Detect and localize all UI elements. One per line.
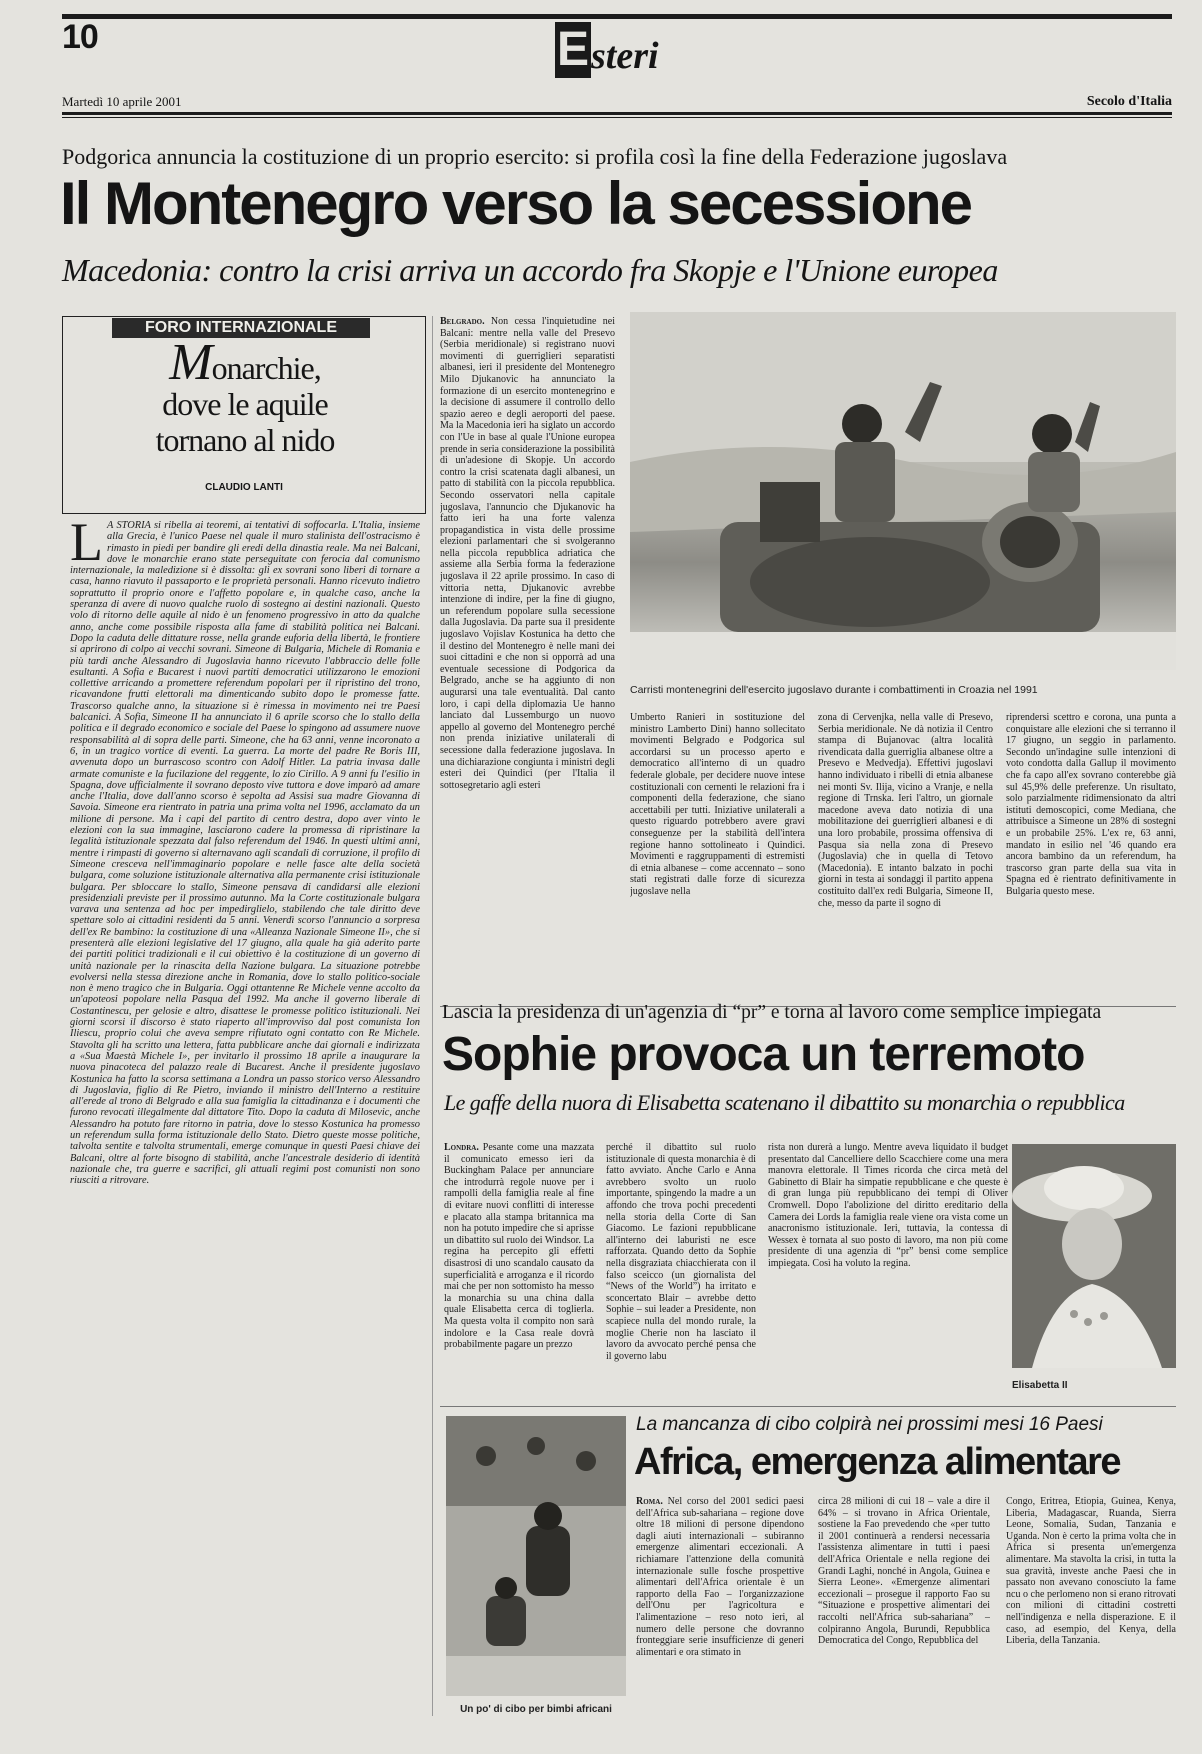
queen-photo-drawing (1012, 1144, 1176, 1368)
section-logo (555, 22, 659, 82)
sophie-dateline: Londra. (444, 1142, 479, 1153)
sophie-col-2 (606, 1142, 756, 1402)
header-rule-thin (62, 117, 1172, 118)
header-rule (62, 112, 1172, 115)
main-dateline: Belgrado. (440, 316, 485, 327)
queen-photo-caption: Elisabetta II (1012, 1380, 1068, 1391)
africa-photo (446, 1416, 626, 1696)
page-number: 10 (62, 18, 98, 56)
africa-kicker: La mancanza di cibo colpirà nei prossimi mesi 16 Paesi (636, 1414, 1103, 1435)
forum-body (70, 520, 420, 1700)
lower-divider (440, 1406, 1176, 1407)
main-kicker: Podgorica annuncia la costituzione di un proprio esercito: si profila così la fine della Federazione jugoslava (62, 144, 1008, 169)
main-col-4-text: riprendersi scettro e corona, una punta a conquistare alle elezioni che si terranno il 17 giugno, un seggio in parlamento. Secondo un'indagine sulle intenzioni di voto condotta dalla Gallup il movimento che fa capo all'ex sovrano conterebbe già sul 45,9% delle preferenze. Un risultato, solo parzialmente ridimensionato da altri istituti demoscopici, come Mediana, che attribuisce a Simeone un 28% di sostegni e un probabile 25%. L'ex re, 63 anni, mandato in esilio nel '46 quando era ancora bambino da un referendum, ha trascorso gran parte della sua vita in Spagna ed è rientrato definitivamente in Bulgaria questo mese. (1006, 712, 1176, 897)
africa-dateline: Roma. (636, 1496, 663, 1507)
sophie-headline: Sophie provoca un terremoto (442, 1028, 1085, 1081)
africa-col-1 (636, 1496, 804, 1716)
forum-title-line3: tornano al nido (155, 422, 335, 458)
main-col-3 (818, 712, 993, 1016)
sophie-col-3 (768, 1142, 1008, 1390)
sophie-subhead: Le gaffe della nuora di Elisabetta scatenano il dibattito su monarchia o repubblica (444, 1090, 1125, 1115)
sophie-col-3-text: rista non durerà a lungo. Mentre aveva liquidato il budget presentato dal Cancelliere dello Scacchiere come una mera manovra elettorale. Il Times ricorda che circa metà del Gabinetto di Blair ha simpatie repubblicane e che queste è di gran lunga più repubblicano dei tempi di Oliver Cromwell. Dopo l'abolizione del diritto ereditario della Camera dei Lords la famiglia reale viene ora vista come un anacronismo istituzionale. Ieri, tuttavia, la contessa di Wessex è tornata al suo posto di lavoro, ma non più come presidente di una agenzia di “pr” bensì come semplice impiegata. Così ha voluto la regina. (768, 1142, 1008, 1269)
newspaper-name: Secolo d'Italia (1086, 94, 1172, 109)
africa-col-3-text: Congo, Eritrea, Etiopia, Guinea, Kenya, Liberia, Madagascar, Ruanda, Sierra Leone, Somalia, Sudan, Tanzania e Uganda. Non è certo la prima volta che in Africa si presenta un'emergenza alimentare. Ma stavolta la crisi, in tutta la sua gravità, investe anche Paesi che in passato non avevano conosciuto la fame ncu o che perlomeno non si erano ritrovati con milioni di cittadini costretti nell'indigenza e nella disperazione. E il caso, ad esempio, del Kenya, della Liberia, della Tanzania. (1006, 1496, 1176, 1647)
section-initial: E (557, 23, 590, 76)
forum-title-line1: onarchie, (211, 350, 321, 386)
sophie-col-1-text: Pesante come una mazzata il comunicato emesso ieri da Buckingham Palace per annunciare che introdurrà regole nuove per i rampolli della famiglia reale al fine di evitare nuovi conflitti di interesse e placato alla stampa britannica ma non ha potuto impedire che si aprisse un dibattito sul ruolo dei Windsor. La regina ha percepito gli effetti disastrosi di uno scandalo causato da superficialità e arroganza e il ricordo mai che per non sottomisto ha messo la monarchia su una china dalla quale Elisabetta cerca di toglierla. Ma questa volta il compito non sarà indolore e la Casa reale dovrà probabilmente pagare un prezzo (444, 1142, 594, 1351)
sophie-kicker: Lascia la presidenza di un'agenzia di “pr” e torna al lavoro come semplice impiegata (442, 1002, 1102, 1023)
forum-divider (432, 316, 433, 1716)
forum-banner: FORO INTERNAZIONALE (112, 318, 370, 338)
africa-photo-drawing (446, 1416, 626, 1696)
sophie-col-1 (444, 1142, 594, 1402)
section-name: steri (591, 35, 659, 77)
main-col-1-text: Non cessa l'inquietudine nei Balcani: mentre nella valle del Presevo (Serbia meridionale) si registrano nuovi movimenti di guerriglieri separatisti albanesi, ieri il presidente del Montenegro Milo Djukanovic ha annunciato la formazione di un esercito montenegrino e la decisione di assumere il controllo dello spazio aereo e degli aeroporti del paese. Ma la Macedonia ieri ha siglato un accordo con l'Ue in base al quale l'Unione europea prende in seria considerazione la possibilità di un'adesione di Skopje. Un accordo contro la crisi scatenata dagli albanesi, un patto di stabilità con la piccola repubblica. Secondo osservatori nella capitale jugoslava, l'annuncio che Djukanovic ha fatto ieri ha una forte valenza propagandistica in vista delle prossime elezioni parlamentari che si svolgeranno nella piccola repubblica adriatica che assieme alla Serbia forma la federazione jugoslava il 22 aprile prossimo. In caso di vittoria netta, Djukanovic avrebbe intenzione di indire, per la fine di giugno, un referendum popolare sulla secessione dalla Jugoslavia. Da parte sua il presidente jugoslavo Vojislav Kostunica ha detto che il destino del Montenegro è nelle mani dei suoi cittadini e che non si opporrà ad una eventuale secessione di Podgorica da Belgrado, anche se ha aggiunto di non augurarsi una tale eventualità. Dal canto loro, i capi della diplomazia Ue hanno lanciato dal Lussemburgo un nuovo appello al governo del Montenegro perché non prenda iniziative unilaterali di secessione dalla federazione jugoslava. In una dichiarazione congiunta i ministri degli esteri dei Quindici (per l'Italia il sottosegretario agli esteri (440, 316, 615, 791)
forum-title (80, 334, 410, 458)
main-col-1 (440, 316, 615, 1016)
issue-date: Martedì 10 aprile 2001 (62, 94, 182, 109)
africa-col-2 (818, 1496, 990, 1716)
queen-photo (1012, 1144, 1176, 1368)
main-subhead: Macedonia: contro la crisi arriva un accordo fra Skopje e l'Unione europea (62, 252, 998, 288)
tank-photo-caption: Carristi montenegrini dell'esercito jugoslavo durante i combattimenti in Croazia nel 1991 (630, 684, 1038, 696)
main-col-2-text: Umberto Ranieri in sostituzione del ministro Lamberto Dini) hanno sollecitato movimenti Belgrado e Podgorica sul accordarsi su un processo aperto e democratico all'interno di un quadro federale globale, per decidere nuove intese costituzionali con cernenti le relazioni fra i componenti della federazione, che siano accettabili per tutti. Iniziative unilaterali a questo riguardo potrebbero avere gravi conseguenze per la stabilità dell'intera regione hanno sottolineato i Quindici. Movimenti e raggruppamenti di estremisti di etnia albanese – come accennato – sono stati registrati dalle forze di sicurezza jugoslave nella (630, 712, 805, 897)
africa-headline: Africa, emergenza alimentare (634, 1441, 1121, 1483)
africa-col-3 (1006, 1496, 1176, 1716)
africa-photo-caption: Un po' di cibo per bimbi africani (460, 1704, 612, 1715)
africa-col-1-text: Nel corso del 2001 sedici paesi dell'Africa sub-sahariana – regione dove oltre 18 milioni di persone dipendono dagli aiuti internazionali – subiranno emergenze alimentari eccezionali. A richiamare l'attenzione della comunità internazionale sulle fosche prospettive alimentari dell'Africa orientale è un rapporto della Fao – l'organizzazione dell'Onu per l'agricoltura e l'alimentazione – reso noto ieri, al numero delle persone che dovranno fronteggiare serie insufficienze di generi alimentari e ora stimato in (636, 1496, 804, 1658)
main-col-4 (1006, 712, 1176, 1016)
forum-dropcap: L (70, 520, 103, 572)
tank-soldiers-photo (630, 312, 1176, 670)
main-col-2 (630, 712, 805, 1016)
sophie-col-2-text: perché il dibattito sul ruolo istituzionale di questa monarchia è di fatto avviato. Anche Carlo e Anna avrebbero svolto un ruolo importante, spingendo la madre a un affondo che trova pochi precedenti nella storia della Corte di San Giacomo. Le fazioni repubblicane all'interno dei laburisti ne esce rafforzata. Quando detto da Sophie nella disgraziata chiacchierata con il falso sceicco (un giornalista del “News of the World”) ha irritato e sconcertato Blair – avrebbe detto Sophie – sui leader a Presidente, non scapiece nulla del mondo rurale, la moglie Cherie non ha lasciato il lavoro da avvocato perché pensa che il governo labu (606, 1142, 756, 1362)
top-rule (62, 14, 1172, 19)
africa-col-2-text: circa 28 milioni di cui 18 – vale a dire il 64% – si trovano in Africa Orientale, sostiene la Fao prevedendo che «per tutto il 2001 continuerà a rendersi necessaria l'assistenza alimentare in tutti i paesi dell'Africa Orientale e nella regione dei Grandi Laghi, nonché in Angola, Guinea e Sierra Leone». «Emergenze alimentari eccezionali – prosegue il rapporto Fao su “Situazione e prospettive alimentari dei raccolti nell'Africa sub-sahariana” – colpiranno Angola, Burundi, Repubblica Democratica del Congo, Repubblica del (818, 1496, 990, 1647)
main-col-3-text: zona di Cervenjka, nella valle di Presevo, Serbia meridionale. Ne dà notizia il Centro stampa di Bujanovac (altra località rivendicata dalla guerriglia albanese oltre a Presevo e Medvedja). Effettivi jugoslavi hanno individuato i ribelli di etnia albanese nei monti Sv. Ilija, vicino a Vranje, e nella regione di Trnska. Ieri l'altro, un giornale macedone aveva dato notizia di una mobilitazione dei guerriglieri albanesi e di una loro probabile, prossima offensiva di Pasqua sia nella zona di Presevo (Jugoslavia) che in quella di Tetovo (Macedonia). E intanto balzato in pochi giorni in testa ai sondaggi il partito appena costituito dall'ex redi Bulgaria, Simeone II, che, messo da parte il sogno di (818, 712, 993, 909)
forum-author: CLAUDIO LANTI (205, 482, 283, 493)
forum-title-initial: M (169, 334, 212, 391)
forum-text: A STORIA si ribella ai teoremi, ai tentativi di soffocarla. L'Italia, insieme alla Grecia, è l'unico Paese nel quale il muro stalinista dell'ostracismo è rimasto in piedi per bandire gli eredi della dinastia reale. Ma nei Balcani, dove le monarchie erano state perseguitate con ferocia dal comunismo internazionale, la maledizione si è dissolta: gli ex sovrani sono liberi di tornare a casa, hanno riavuto il passaporto e le proprietà personali. Hanno ricevuto indietro soprattutto il proprio onore e l'affetto popolare e, in qualche caso, anche la speranza di avere di nuovo qualche ruolo di sostegno ai destini nazionali. Questo volo di ritorno delle aquile al nido è un fenomeno progressivo in atto da qualche anno, anche come possibile risposta alla fame di stabilità politica nei Balcani. Dopo la caduta delle dittature rosse, nella grande euforia della libertà, le frontiere si aprirono di colpo ai vecchi sovrani. Simeone di Bulgaria, Michele di Romania e più tardi anche Alessandro di Jugoslavia hanno ricevuto l'abbraccio delle folle esultanti. A Sofia e Bucarest i nuovi partiti democratici utilizzarono le emozioni collettive arricando a promettere referendum popolari per il ripristino del trono, ricavandone frutti elettorali ma dimenticando subito dopo le promesse fatte. Trascorso qualche anno, la situazione si è rimessa in movimento nei tre Paesi balcanici. A Sofia, Simeone II ha annunciato il 6 aprile scorso che lo stallo della politica e il degrado economico e sociale del Paese lo spingono ad assumere nuove responsabilità al di sopra delle parti. Simeone, che ha 63 anni, venne incoronato a 6, in un tragico vortice di eventi. La guerra. La morte del padre Re Boris III, avvenuta dopo un burrascoso scontro con Adolf Hitler. La patria invasa dalle armate comuniste e la fucilazione del reggente, lo zio Cirillo. A 9 anni fu l'esilio in Spagna, dove ufficialmente il sovrano deposto vive tuttora e dove imparò ad amare anche l'Italia, dove dall'anno scorso è sepolta ad Assisi sua madre Giovanna di Savoia. Simeone era rientrato in patria una prima volta nel 1996, acclamato da un milione di persone. Ma i capi del partito di centro destra, dopo aver vinto le elezioni con la sua immagine, lasciarono cadere la promessa di ripristinare la legalità istituzionale spezzata dal falso referendum del 1946. In questi ultimi anni, mentre i rimpasti di governo si alternavano agli scandali di corruzione, il profilo di Simeone cresceva nell'immaginario popolare e nelle fasce alte della società bulgara, come soluzione istituzionale alternativa alla permanente crisi istituzionale bulgara. Per sbloccare lo stallo, Simeone pensava di candidarsi alle elezioni presidenziali previste per il prossimo autunno. Ma la Corte costituzionale bulgara varava una sentenza ad hoc per impedirglielo, stabilendo che tale diritto deve spettare solo ai cittadini residenti da 5 anni. Venerdì scorso l'annuncio a sorpresa dell'ex Re bambino: la costituzione di una «Alleanza Nazionale Simeone II», che si presenterà alle elezioni legislative del 17 giugno, alla quale ha già aderito parte dei partiti politici tradizionali e il cui obiettivo è la costituzione di un governo di unità nazionale per la rinascita della Nazione bulgara. La situazione potrebbe evolversi nella stessa direzione anche in Romania, dove lo stallo politico-sociale non è meno tragico che in Bulgaria. Oggi ottantenne Re Michele venne accolto da un'apoteosi popolare nella Pasqua del 1992. Ma anche il governo liberale di Costantinescu, per gelosie e altro, disattese le promesse politico istituzionali. Nei giorni scorsi il discorso è stato riaperto all'improvviso dal post comunista Ion Iliescu, proprio colui che aveva sempre rifiutato ogni contatto con Re Michele. Stavolta gli ha scritto una lettera, fatta pubblicare anche dai giornali e indirizzata a «Sua Maestà Michele I», per invitarlo il prossimo 18 aprile a inaugurare la nuova pinacoteca del palazzo reale di Bucarest. Anche il presidente jugoslavo Kostunica ha fatto la scorsa settimana a Londra un passo storico verso Alessandro di Jugoslavia, figlio di Re Pietro, inviando il ministro dell'Interno a restituire all'erede al trono di Belgrado e alla sua famiglia la cittadinanza e i documenti che furono revocati illegalmente dal dittatore Tito. Dopo la caduta di Milosevic, anche Alessandro ha potuto fare ritorno in patria, dove lo stesso Kostunica ha promesso un referendum sulla forma istituzionale dello Stato. Dietro queste mosse politiche, talvolta sentite e talvolta strumentali, emerge comunque in questi Paesi chiave dei Balcani, oltre al forte bisogno di stabilità, anche l'ancestrale desiderio di identità nazionale che, tra guerre e sacrifici, gli attuali regimi post comunisti non sono riusciti a ritrovare. (70, 520, 420, 1187)
forum-title-line2: dove le aquile (162, 386, 328, 422)
tank-photo-drawing (630, 312, 1176, 670)
main-headline: Il Montenegro verso la secessione (60, 170, 972, 237)
